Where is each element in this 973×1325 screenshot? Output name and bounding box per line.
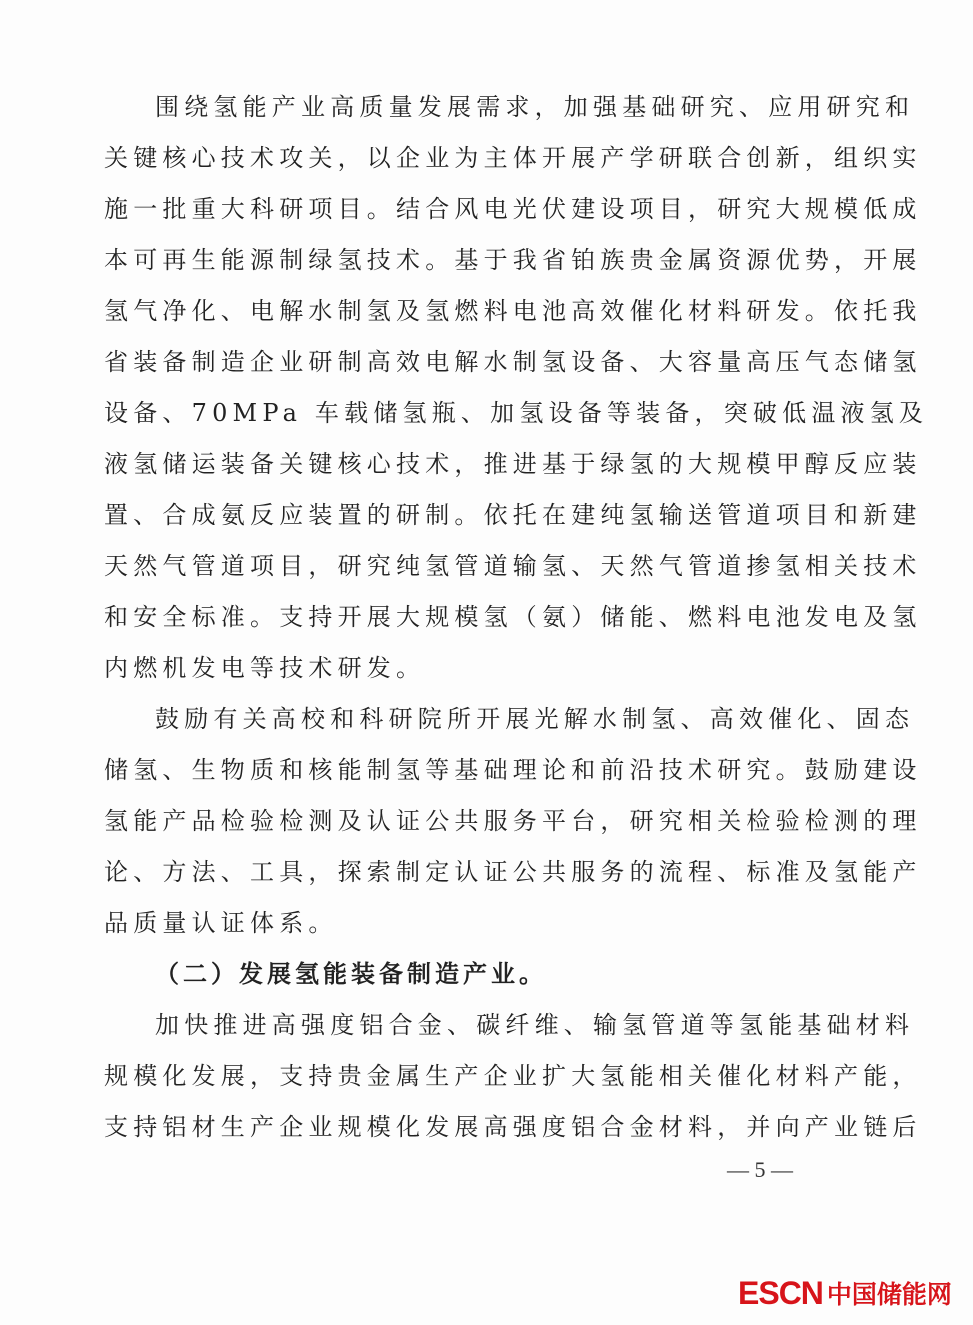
- paragraph-2-line-2: 储氢、生物质和核能制氢等基础理论和前沿技术研究。鼓励建设: [104, 756, 922, 784]
- paragraph-1-line-11: 和安全标准。支持开展大规模氢（氨）储能、燃料电池发电及氢: [104, 603, 922, 631]
- paragraph-3-line-3: 支持铝材生产企业规模化发展高强度铝合金材料，并向产业链后: [104, 1113, 922, 1141]
- paragraph-1-line-3: 施一批重大科研项目。结合风电光伏建设项目，研究大规模低成: [104, 195, 922, 223]
- paragraph-1-line-2: 关键核心技术攻关，以企业为主体开展产学研联合创新，组织实: [104, 144, 922, 172]
- paragraph-3-line-1: 加快推进高强度铝合金、碳纤维、输氢管道等氢能基础材料: [155, 1011, 915, 1039]
- escn-watermark-logo: [738, 1268, 952, 1318]
- paragraph-1-line-10: 天然气管道项目，研究纯氢管道输氢、天然气管道掺氢相关技术: [104, 552, 922, 580]
- paragraph-1-line-7: 设备、70MPa 车载储氢瓶、加氢设备等装备，突破低温液氢及: [104, 399, 929, 427]
- paragraph-2-line-3: 氢能产品检验检测及认证公共服务平台，研究相关检验检测的理: [104, 807, 922, 835]
- watermark-brand: ESCN: [738, 1274, 823, 1311]
- paragraph-1-line-8: 液氢储运装备关键核心技术，推进基于绿氢的大规模甲醇反应装: [104, 450, 922, 478]
- paragraph-1-line-6: 省装备制造企业研制高效电解水制氢设备、大容量高压气态储氢: [104, 348, 922, 376]
- paragraph-1-line-1: 围绕氢能产业高质量发展需求，加强基础研究、应用研究和: [155, 93, 915, 121]
- paragraph-2-line-5: 品质量认证体系。: [104, 909, 338, 937]
- paragraph-1-line-9: 置、合成氨反应装置的研制。依托在建纯氢输送管道项目和新建: [104, 501, 922, 529]
- paragraph-3-line-2: 规模化发展，支持贵金属生产企业扩大氢能相关催化材料产能，: [104, 1062, 922, 1090]
- section-heading: （二）发展氢能装备制造产业。: [155, 959, 547, 988]
- paragraph-2-line-4: 论、方法、工具，探索制定认证公共服务的流程、标准及氢能产: [104, 858, 922, 886]
- paragraph-1-line-12: 内燃机发电等技术研发。: [104, 654, 426, 682]
- page-number: — 5 —: [727, 1157, 793, 1182]
- paragraph-1-line-5: 氢气净化、电解水制氢及氢燃料电池高效催化材料研发。依托我: [104, 297, 922, 325]
- paragraph-2-line-1: 鼓励有关高校和科研院所开展光解水制氢、高效催化、固态: [155, 705, 915, 733]
- watermark-site-name: 中国储能网: [826, 1280, 952, 1309]
- paragraph-1-line-4: 本可再生能源制绿氢技术。基于我省铂族贵金属资源优势，开展: [104, 246, 922, 274]
